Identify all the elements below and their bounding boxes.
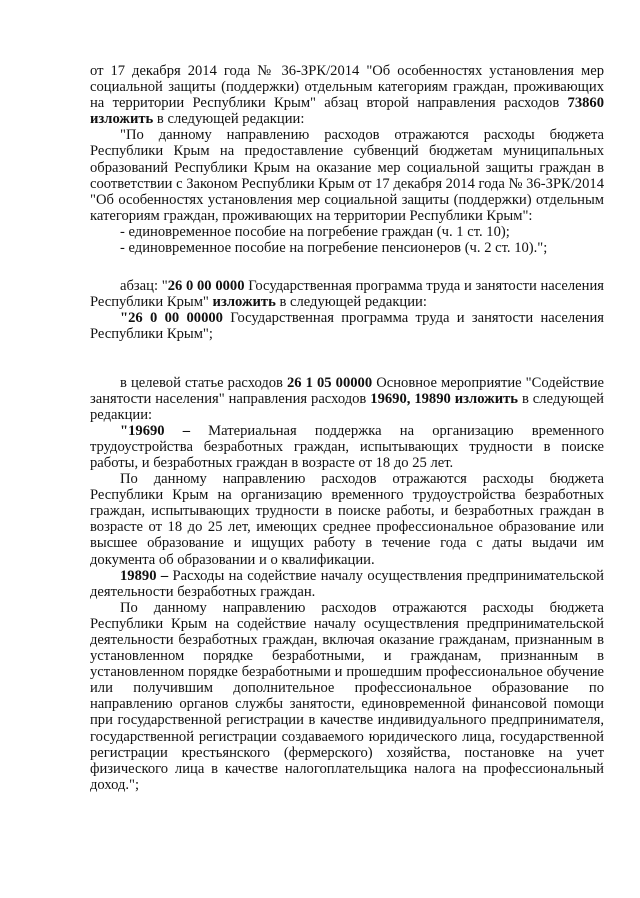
paragraph-program-new	[90, 310, 604, 342]
paragraph-text: Государственная программа труда и занятости населения Республики Крым";	[90, 310, 604, 343]
bold-code: 19890 –	[120, 567, 169, 584]
paragraph-text: в целевой статье расходов	[120, 374, 287, 391]
paragraph-text: абзац: "	[120, 278, 168, 295]
spacer	[90, 343, 604, 375]
paragraph-text: в следующей редакции:	[275, 294, 427, 311]
paragraph-intro	[90, 63, 604, 127]
paragraph-text: в следующей редакции:	[90, 390, 604, 423]
paragraph-19690-desc: По данному направлению расходов отражаются расходы бюджета Республики Крым на организацию временного трудоустройства безработных граждан, испытывающих трудности в поиске работы, и безработных граждан в возрасте от 18 до 25 лет, имеющих среднее профессиональное образование или высшее образование и ищущих работу в течение года с даты выдачи им документа об образовании и о квалификации.	[90, 471, 604, 568]
list-item: - единовременное пособие на погребение пенсионеров (ч. 2 ст. 10).";	[120, 240, 548, 257]
paragraph-text: Расходы на содействие началу осуществления предпринимательской деятельности безработных граждан.	[90, 567, 604, 600]
document-text	[90, 63, 604, 793]
paragraph-text: от 17 декабря 2014 года № 36-ЗРК/2014 "Об особенностях установления мер социальной защиты (поддержки) отдельным категориям граждан, проживающих на территории Республики Крым" абзац второй направления расходов	[90, 63, 604, 112]
paragraph-text: Государственная программа труда и занятости населения Республики Крым"	[90, 278, 604, 311]
bold-code: "19690 –	[120, 422, 191, 439]
paragraph-target	[90, 375, 604, 423]
list-item: - единовременное пособие на погребение граждан (ч. 1 ст. 10);	[120, 223, 510, 240]
paragraph-19690	[90, 423, 604, 471]
bold-keyword: изложить	[212, 294, 276, 311]
paragraph-text: Основное мероприятие "Содействие занятости населения" направления расходов	[90, 374, 604, 407]
paragraph-text: в следующей редакции:	[153, 111, 305, 128]
bold-code: 26 1 05 00000	[287, 374, 373, 391]
bold-code: 73860 изложить	[90, 95, 604, 128]
paragraph-19890-desc: По данному направлению расходов отражаются расходы бюджета Республики Крым на содействие началу осуществления предпринимательской деятельности безработных граждан, включая оказание гражданам, признанным в установленном порядке безработными, и гражданам, признанным в установленном порядке безработными и прошедшим профессиональное обучение или получившим дополнительное профессиональное образование по направлению органов службы занятости, единовременной финансовой помощи при государственной регистрации в качестве индивидуального предпринимателя, государственной регистрации создаваемого юридического лица, государственной регистрации крестьянского (фермерского) хозяйства, постановке на учет физического лица в качестве налогоплательщика налога на профессиональный доход.";	[90, 599, 604, 793]
bold-code: "26 0 00 00000	[120, 310, 223, 327]
paragraph-program	[90, 278, 604, 310]
bold-code: 19690, 19890 изложить	[370, 390, 519, 407]
bold-code: 26 0 00 0000	[167, 278, 245, 295]
spacer	[90, 256, 604, 278]
paragraph-19890	[90, 568, 604, 600]
paragraph-quote: "По данному направлению расходов отражаются расходы бюджета Республики Крым на предоставление субвенций бюджетам муниципальных образований Республики Крым на оказание мер социальной защиты граждан в соответствии с Законом Республики Крым от 17 декабря 2014 года № 36-ЗРК/2014 "Об особенностях установления мер социальной защиты (поддержки) отдельным категориям граждан, проживающих на территории Республики Крым":	[90, 127, 604, 224]
paragraph-text: Материальная поддержка на организацию временного трудоустройства безработных граждан, испытывающих трудности в поиске работы, и безработных граждан в возрасте от 18 до 25 лет.	[90, 422, 604, 471]
